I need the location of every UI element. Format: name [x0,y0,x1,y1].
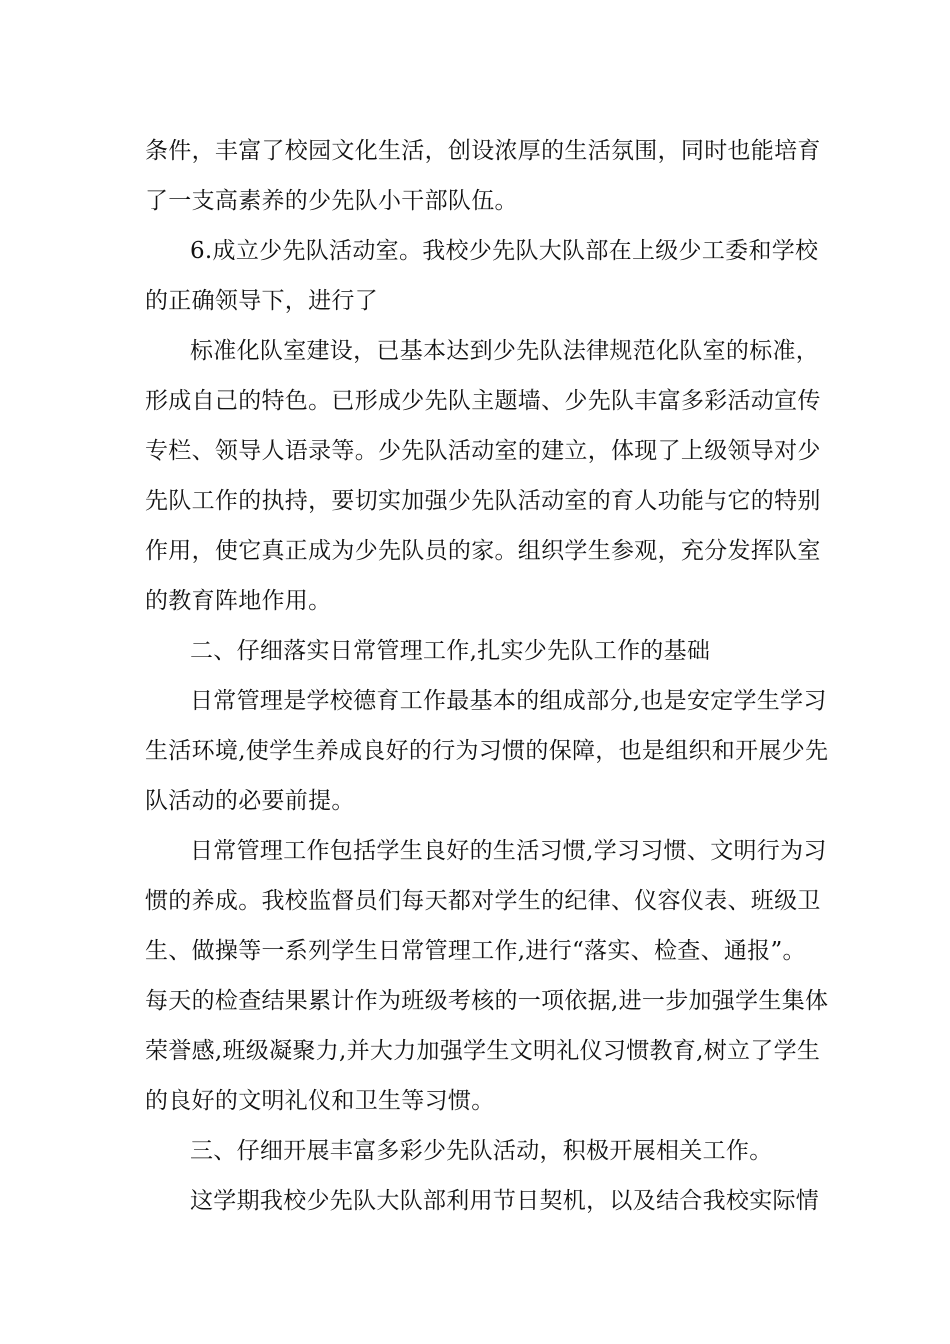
text-line: 了一支高素养的少先队小干部队伍。 [145,188,518,214]
text-line: 惯的养成。我校监督员们每天都对学生的纪律、仪容仪表、班级卫 [145,888,821,914]
text-line: 6.成立少先队活动室。我校少先队大队部在上级少工委和学校 [190,238,819,264]
text-line: 的良好的文明礼仪和卫生等习惯。 [145,1088,495,1114]
text-line: 标准化队室建设，已基本达到少先队法律规范化队室的标准， [190,338,820,364]
text-line: 每天的检查结果累计作为班级考核的一项依据,进一步加强学生集体 [145,988,829,1014]
text-line: 作用，使它真正成为少先队员的家。组织学生参观，充分发挥队室 [145,538,821,564]
text-line: 荣誉感,班级凝聚力,并大力加强学生文明礼仪习惯教育,树立了学生 [145,1038,821,1064]
text-line: 这学期我校少先队大队部利用节日契机，以及结合我校实际情 [190,1188,820,1214]
text-line: 日常管理工作包括学生良好的生活习惯,学习习惯、文明行为习 [190,838,827,864]
text-line: 队活动的必要前提。 [145,788,355,814]
text-line: 日常管理是学校德育工作最基本的组成部分,也是安定学生学习 [190,688,827,714]
text-line: 生活环境,使学生养成良好的行为习惯的保障，也是组织和开展少先 [145,738,829,764]
text-line: 条件，丰富了校园文化生活，创设浓厚的生活氛围，同时也能培育 [145,138,821,164]
text-line: 形成自己的特色。已形成少先队主题墙、少先队丰富多彩活动宣传 [145,388,821,414]
text-line: 生、做操等一系列学生日常管理工作,进行“落实、检查、通报”。 [145,938,806,964]
section-heading: 二、仔细落实日常管理工作,扎实少先队工作的基础 [190,638,711,664]
text-line: 的正确领导下，进行了 [145,288,378,314]
section-heading: 三、仔细开展丰富多彩少先队活动，积极开展相关工作。 [190,1138,773,1164]
text-line: 先队工作的执持，要切实加强少先队活动室的育人功能与它的特别 [145,488,821,514]
text-line: 专栏、领导人语录等。少先队活动室的建立，体现了上级领导对少 [145,438,821,464]
text-line: 的教育阵地作用。 [145,588,332,614]
